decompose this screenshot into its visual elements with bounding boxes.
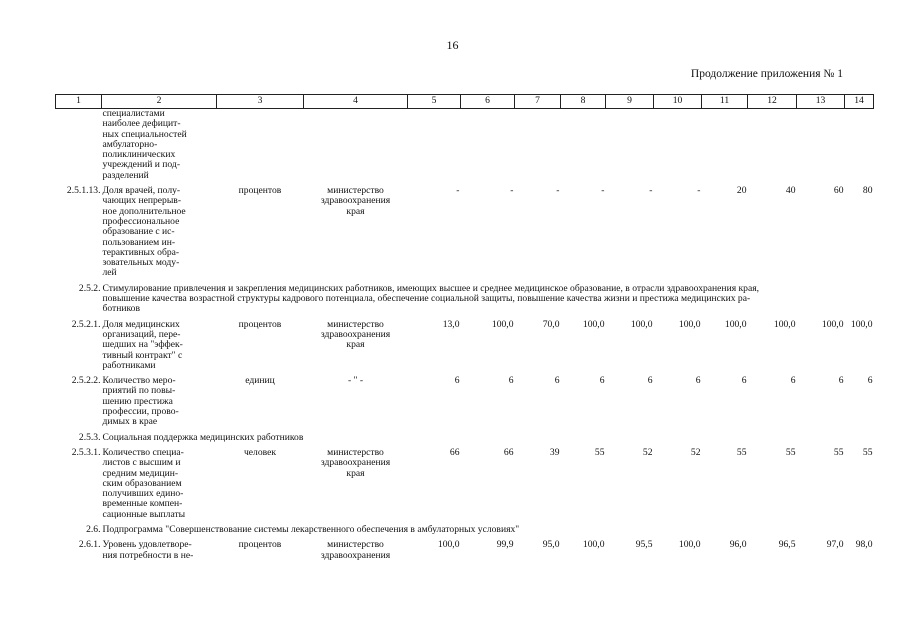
row-code: 2.5.1.13. xyxy=(66,185,101,197)
value-cell: 39 xyxy=(549,446,560,458)
column-header: 6 xyxy=(461,95,515,109)
value-cell: 100,0 xyxy=(582,539,605,551)
page-number: 16 xyxy=(446,38,459,52)
row-code: 2.5.2.1. xyxy=(71,318,101,330)
value-cell: 52 xyxy=(642,446,653,458)
value-cell: 6 xyxy=(647,375,653,387)
section-code: 2.5.3. xyxy=(78,431,101,443)
column-header: 13 xyxy=(797,95,845,109)
section-row xyxy=(56,520,874,535)
indicator-name: Количество меро- приятий по повы- шению престижа профессии, прово- димых в крае xyxy=(102,375,179,428)
column-header: 10 xyxy=(654,95,702,109)
table-row xyxy=(56,181,874,279)
value-cell: 95,0 xyxy=(542,539,560,551)
row-code: 2.5.2.2. xyxy=(71,375,101,387)
unit-cell: единиц xyxy=(245,375,275,387)
value-cell: 96,5 xyxy=(778,539,796,551)
column-header: 1 xyxy=(56,95,102,109)
section-code: 2.5.2. xyxy=(78,282,101,294)
value-cell: 6 xyxy=(741,375,747,387)
column-header: 2 xyxy=(102,95,217,109)
indicator-name: специалистами наиболее дефицит- ных специальностей амбулаторно- поликлинических учреждений и под- разделений xyxy=(102,108,187,181)
column-header: 7 xyxy=(515,95,561,109)
value-cell: 100,0 xyxy=(678,318,701,330)
value-cell: 40 xyxy=(785,185,796,197)
value-cell: 98,0 xyxy=(855,539,873,551)
responsible-cell: - " - xyxy=(347,375,364,387)
value-cell: 60 xyxy=(833,185,844,197)
value-cell: 6 xyxy=(695,375,701,387)
value-cell: 100,0 xyxy=(582,318,605,330)
indicator-name: Количество специа- листов с высшим и средним медицин- ским образованием получивших едино- временные компен- сационные выплаты xyxy=(102,446,186,520)
row-code: 2.5.3.1. xyxy=(71,446,101,458)
value-cell: 6 xyxy=(554,375,560,387)
responsible-cell: министерство здравоохранения xyxy=(320,539,391,561)
responsible-cell: министерство здравоохранения края xyxy=(320,446,391,479)
table-row xyxy=(56,109,874,182)
indicator-name: Доля врачей, полу- чающих непрерыв- ное дополнительное профессиональное образование с ис- пользованием ин- терактивных обра- зовательных моду- лей xyxy=(102,185,186,279)
indicator-name: Доля медицинских организаций, пере- шедших на "эффек- тивный контракт" с работниками xyxy=(102,318,183,371)
table-row xyxy=(56,443,874,520)
section-code: 2.6. xyxy=(86,523,101,535)
value-cell: 70,0 xyxy=(542,318,560,330)
value-cell: - xyxy=(649,185,653,197)
value-cell: - xyxy=(456,185,460,197)
value-cell: 100,0 xyxy=(491,318,514,330)
responsible-cell: министерство здравоохранения края xyxy=(320,185,391,217)
responsible-cell: министерство здравоохранения края xyxy=(320,318,391,351)
column-header: 5 xyxy=(408,95,461,109)
table-header-row xyxy=(56,95,874,109)
value-cell: - xyxy=(601,185,605,197)
value-cell: 100,0 xyxy=(437,539,460,551)
value-cell: 6 xyxy=(838,375,844,387)
indicator-name: Уровень удовлетворе- ния потребности в не- xyxy=(102,539,194,561)
value-cell: 52 xyxy=(690,446,701,458)
value-cell: 20 xyxy=(736,185,747,197)
value-cell: 55 xyxy=(785,446,796,458)
column-header: 12 xyxy=(748,95,797,109)
value-cell: 96,0 xyxy=(729,539,747,551)
value-cell: - xyxy=(556,185,560,197)
unit-cell: процентов xyxy=(238,185,282,197)
section-title: Социальная поддержка медицинских работников xyxy=(102,431,304,443)
column-header: 4 xyxy=(304,95,408,109)
section-title: Подпрограмма "Совершенствование системы лекарственного обеспечения в амбулаторных условиях" xyxy=(102,523,520,535)
value-cell: 55 xyxy=(736,446,747,458)
value-cell: 55 xyxy=(594,446,605,458)
value-cell: 6 xyxy=(790,375,796,387)
column-header: 9 xyxy=(606,95,654,109)
value-cell: 55 xyxy=(833,446,844,458)
value-cell: 66 xyxy=(449,446,460,458)
value-cell: 6 xyxy=(867,375,873,387)
section-row xyxy=(56,428,874,443)
value-cell: - xyxy=(697,185,701,197)
value-cell: 100,0 xyxy=(630,318,653,330)
value-cell: 80 xyxy=(862,185,873,197)
value-cell: 66 xyxy=(503,446,514,458)
value-cell: 6 xyxy=(599,375,605,387)
value-cell: 6 xyxy=(454,375,460,387)
unit-cell: процентов xyxy=(238,318,282,330)
unit-cell: процентов xyxy=(238,539,282,551)
continuation-label: Продолжение приложения № 1 xyxy=(690,68,843,80)
section-title: Стимулирование привлечения и закрепления медицинских работников, имеющих высшее и среднее медицинское образование, в отрасли здравоохранения края, повышение качества возрастной структуры кадрового потенциала, обеспечение социальной защиты, повышение качества жизни и престижа медицинских ра- ботников xyxy=(102,282,760,315)
value-cell: 100,0 xyxy=(821,318,844,330)
column-header: 11 xyxy=(702,95,748,109)
value-cell: 100,0 xyxy=(678,539,701,551)
value-cell: 100,0 xyxy=(850,318,873,330)
value-cell: 95,5 xyxy=(635,539,653,551)
column-header: 8 xyxy=(561,95,606,109)
value-cell: 55 xyxy=(862,446,873,458)
value-cell: - xyxy=(510,185,514,197)
value-cell: 100,0 xyxy=(773,318,796,330)
value-cell: 99,9 xyxy=(496,539,514,551)
table-row xyxy=(56,535,874,561)
value-cell: 100,0 xyxy=(724,318,747,330)
column-header: 14 xyxy=(845,95,874,109)
row-code: 2.6.1. xyxy=(78,539,101,551)
value-cell: 13,0 xyxy=(442,318,460,330)
table-row xyxy=(56,315,874,371)
value-cell: 6 xyxy=(508,375,514,387)
column-header: 3 xyxy=(217,95,304,109)
unit-cell: человек xyxy=(243,446,277,458)
indicator-table xyxy=(55,94,874,561)
table-row xyxy=(56,371,874,427)
section-row xyxy=(56,279,874,315)
value-cell: 97,0 xyxy=(826,539,844,551)
